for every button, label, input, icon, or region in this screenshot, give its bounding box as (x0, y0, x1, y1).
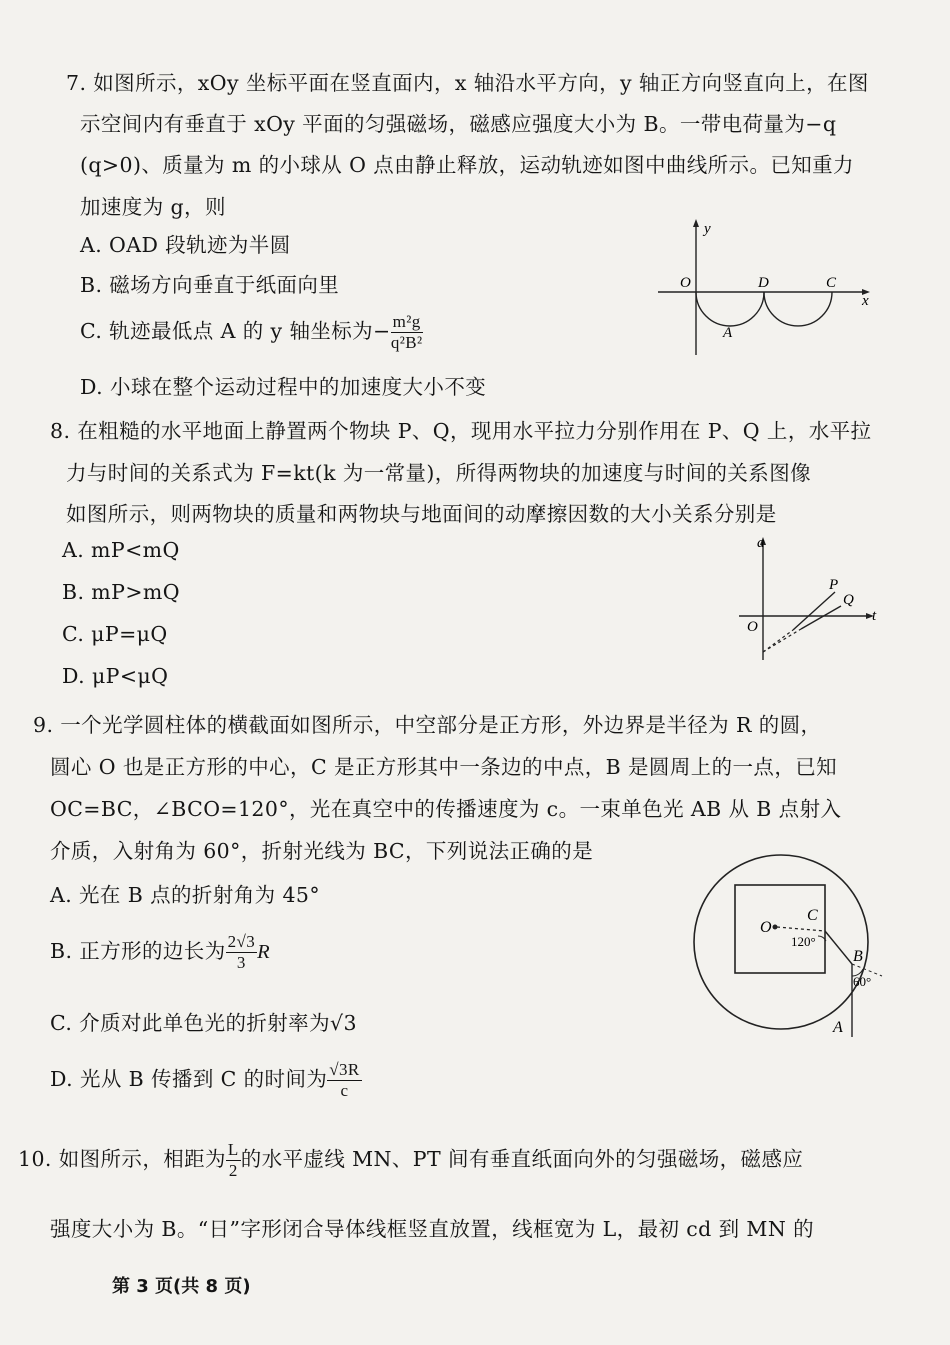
q10-fraction (226, 1140, 241, 1181)
q9-stem-line-4: 介质，入射角为 60°，折射光线为 BC，下列说法正确的是 (50, 839, 594, 863)
q10-frac-numerator: L (227, 1140, 239, 1159)
q10-frac-denominator: 2 (228, 1161, 238, 1180)
q9-inner-square (735, 885, 825, 973)
q7-option-d: D. 小球在整个运动过程中的加速度大小不变 (80, 375, 487, 399)
q7-option-a: A. OAD 段轨迹为半圆 (80, 233, 291, 257)
q9-outer-circle (694, 855, 868, 1029)
q9-stem-line-2: 圆心 O 也是正方形的中心，C 是正方形其中一条边的中点，B 是圆周上的一点，已知 (50, 755, 838, 779)
q9-option-b-fraction (226, 932, 258, 973)
q8-label-q: Q (843, 592, 854, 608)
q7-label-a: A (723, 325, 733, 341)
page-footer: 第 3 页(共 8 页) (112, 1276, 251, 1297)
q9-optical-cylinder-figure (690, 852, 900, 1042)
q8-acceleration-time-figure (735, 532, 885, 664)
q7-stem-line-1: 7. 如图所示，xOy 坐标平面在竖直面内，x 轴沿水平方向，y 轴正方向竖直向上，在图 (66, 71, 869, 95)
q8-label-a: a (757, 535, 765, 551)
q9-ray-bc (825, 931, 852, 964)
q7-option-b: B. 磁场方向垂直于纸面向里 (80, 273, 340, 297)
q10-stem-line-1 (18, 1140, 803, 1181)
q8-option-b: B. mP>mQ (62, 580, 180, 604)
q9-b-frac-denominator: 3 (236, 953, 246, 972)
q9-option-d-text: D. 光从 B 传播到 C 的时间为 (50, 1067, 328, 1091)
q8-stem-line-2: 力与时间的关系式为 F=kt(k 为一常量)，所得两物块的加速度与时间的关系图像 (66, 461, 812, 485)
q8-option-c: C. μP=μQ (62, 622, 168, 646)
q9-label-b: B (853, 948, 863, 965)
q7-frac-denominator: q²B² (390, 333, 423, 352)
q9-option-a: A. 光在 B 点的折射角为 45° (50, 883, 320, 907)
q8-line-p (793, 592, 835, 630)
q10-stem-line-2: 强度大小为 B。“日”字形闭合导体线框竖直放置，线框宽为 L，最初 cd 到 MN 的 (50, 1217, 814, 1241)
q8-line-q-dashed (763, 629, 801, 652)
q7-arc-dc (764, 292, 832, 326)
q8-option-a: A. mP<mQ (62, 538, 180, 562)
q10-line1-pre: 10. 如图所示，相距为 (18, 1147, 226, 1171)
q7-option-c-fraction (391, 312, 423, 353)
q8-option-d: D. μP<μQ (62, 664, 169, 688)
q7-option-c (80, 312, 423, 353)
q9-label-a: A (833, 1019, 843, 1036)
q10-line1-post: 的水平虚线 MN、PT 间有垂直纸面向外的匀强磁场，磁感应 (240, 1147, 804, 1171)
q9-option-c: C. 介质对此单色光的折射率为√3 (50, 1011, 357, 1035)
q9-center-point (773, 925, 778, 930)
q7-arc-oad (696, 292, 764, 326)
q8-label-t: t (872, 608, 877, 624)
q7-stem-line-3: (q>0)、质量为 m 的小球从 O 点由静止释放，运动轨迹如图中曲线所示。已知重力 (80, 153, 854, 177)
q9-label-c: C (807, 907, 818, 924)
q8-label-o: O (747, 619, 758, 635)
q8-label-p: P (829, 577, 839, 593)
q7-stem-line-2: 示空间内有垂直于 xOy 平面的匀强磁场，磁感应强度大小为 B。一带电荷量为−q (80, 112, 837, 136)
q9-option-b (50, 932, 270, 973)
q9-d-frac-numerator: √3R (329, 1060, 360, 1079)
q9-d-frac-denominator: c (340, 1081, 349, 1100)
q9-oc-dashed (777, 927, 825, 931)
q7-stem-line-4: 加速度为 g，则 (80, 195, 226, 219)
q7-label-x: x (862, 293, 869, 309)
q7-label-d: D (758, 275, 769, 291)
q7-trajectory-figure (650, 215, 880, 360)
q9-label-120: 120° (791, 934, 816, 949)
q9-stem-line-1: 9. 一个光学圆柱体的横截面如图所示，中空部分是正方形，外边界是半径为 R 的圆， (33, 713, 822, 737)
q9-option-b-text: B. 正方形的边长为 (50, 939, 226, 963)
q7-label-o: O (680, 275, 691, 291)
q7-frac-numerator: m²g (392, 312, 421, 331)
q9-stem-line-3: OC=BC，∠BCO=120°，光在真空中的传播速度为 c。一束单色光 AB 从 B 点射入 (50, 797, 842, 821)
q7-label-c: C (826, 275, 837, 291)
q8-stem-line-3: 如图所示，则两物块的质量和两物块与地面间的动摩擦因数的大小关系分别是 (66, 502, 777, 526)
q7-y-arrow (693, 219, 699, 227)
q9-label-o: O (760, 919, 772, 936)
q9-b-frac-numerator: 2√3 (227, 932, 256, 951)
q7-label-y: y (704, 221, 711, 237)
q9-label-60: 60° (853, 974, 872, 989)
q9-option-d (50, 1060, 362, 1101)
q9-option-b-unit: R (257, 941, 271, 963)
q8-line-p-dashed (763, 630, 793, 652)
q9-option-d-fraction (327, 1060, 361, 1101)
q8-stem-line-1: 8. 在粗糙的水平地面上静置两个物块 P、Q，现用水平拉力分别作用在 P、Q 上，水平拉 (50, 419, 872, 443)
q7-option-c-text: C. 轨迹最低点 A 的 y 轴坐标为− (80, 319, 391, 343)
